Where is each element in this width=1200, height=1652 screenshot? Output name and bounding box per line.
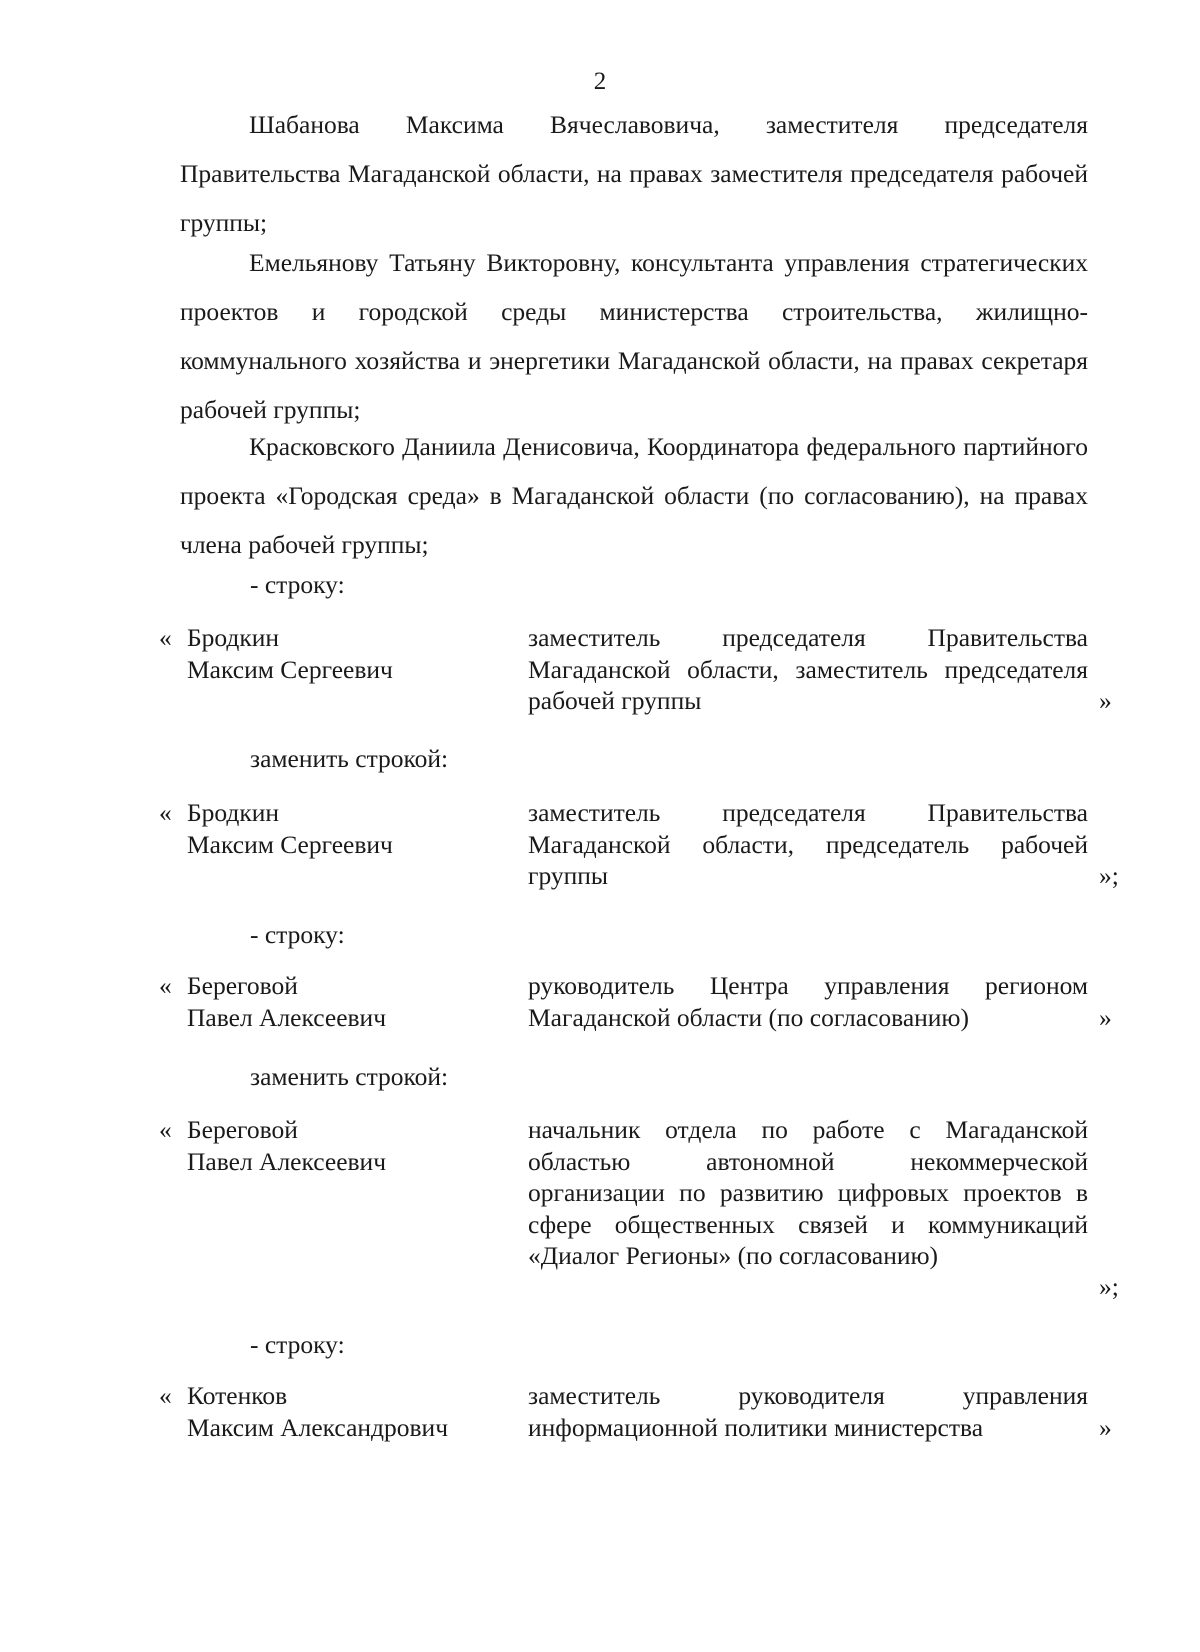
position-text: начальник отдела по работе с Магаданской областью автономной некоммерческой организации по развитию цифровых проектов в сфере общественных связей и коммуникаций «Диалог Регионы» (по согласованию) bbox=[528, 1115, 1088, 1270]
given-names: Павел Алексеевич bbox=[187, 1146, 387, 1176]
person-name bbox=[187, 1114, 507, 1177]
open-quote: « bbox=[159, 623, 172, 652]
given-names: Максим Александрович bbox=[187, 1412, 449, 1442]
given-names: Максим Сергеевич bbox=[187, 654, 393, 684]
open-quote: « bbox=[159, 798, 172, 827]
open-quote: « bbox=[159, 971, 172, 1000]
label-row: - строку: bbox=[250, 1330, 345, 1359]
surname: Береговой bbox=[187, 1115, 298, 1144]
person-name bbox=[187, 622, 507, 685]
label-replace: заменить строкой: bbox=[250, 1062, 449, 1091]
paragraph-shabanov: Шабанова Максима Вячеславовича, заместителя председателя Правительства Магаданской области, на правах заместителя председателя рабочей группы; bbox=[180, 110, 1088, 237]
page-number: 2 bbox=[593, 68, 607, 95]
close-quote: »; bbox=[1099, 861, 1119, 890]
given-names: Максим Сергеевич bbox=[187, 829, 393, 859]
surname: Котенков bbox=[187, 1381, 288, 1410]
position-text: руководитель Центра управления регионом Магаданской области (по согласованию) bbox=[528, 971, 1088, 1032]
surname: Бродкин bbox=[187, 623, 280, 652]
person-name bbox=[187, 1380, 507, 1443]
surname: Бродкин bbox=[187, 798, 280, 827]
person-name bbox=[187, 970, 507, 1033]
open-quote: « bbox=[159, 1381, 172, 1410]
close-quote: » bbox=[1099, 1413, 1112, 1442]
paragraph-kraskovsky: Красковского Даниила Денисовича, Координатора федерального партийного проекта «Городская среда» в Магаданской области (по согласованию), на правах члена рабочей группы; bbox=[180, 432, 1088, 559]
close-quote: » bbox=[1099, 1003, 1112, 1032]
label-replace: заменить строкой: bbox=[250, 744, 449, 773]
person-name bbox=[187, 797, 507, 860]
surname: Береговой bbox=[187, 971, 298, 1000]
close-quote: »; bbox=[1099, 1272, 1119, 1301]
position-text: заместитель председателя Правительства Магаданской области, председатель рабочей группы bbox=[528, 798, 1088, 890]
position-text: заместитель руководителя управления информационной политики министерства bbox=[528, 1381, 1088, 1442]
close-quote: » bbox=[1099, 686, 1112, 715]
open-quote: « bbox=[159, 1115, 172, 1144]
position-text: заместитель председателя Правительства Магаданской области, заместитель председателя рабочей группы bbox=[528, 623, 1088, 715]
label-row: - строку: bbox=[250, 570, 345, 599]
paragraph-emelyanova: Емельянову Татьяну Викторовну, консультанта управления стратегических проектов и городской среды министерства строительства, жилищно-коммунального хозяйства и энергетики Магаданской области, на правах секретаря рабочей группы; bbox=[180, 248, 1088, 424]
given-names: Павел Алексеевич bbox=[187, 1002, 387, 1032]
label-row: - строку: bbox=[250, 920, 345, 949]
